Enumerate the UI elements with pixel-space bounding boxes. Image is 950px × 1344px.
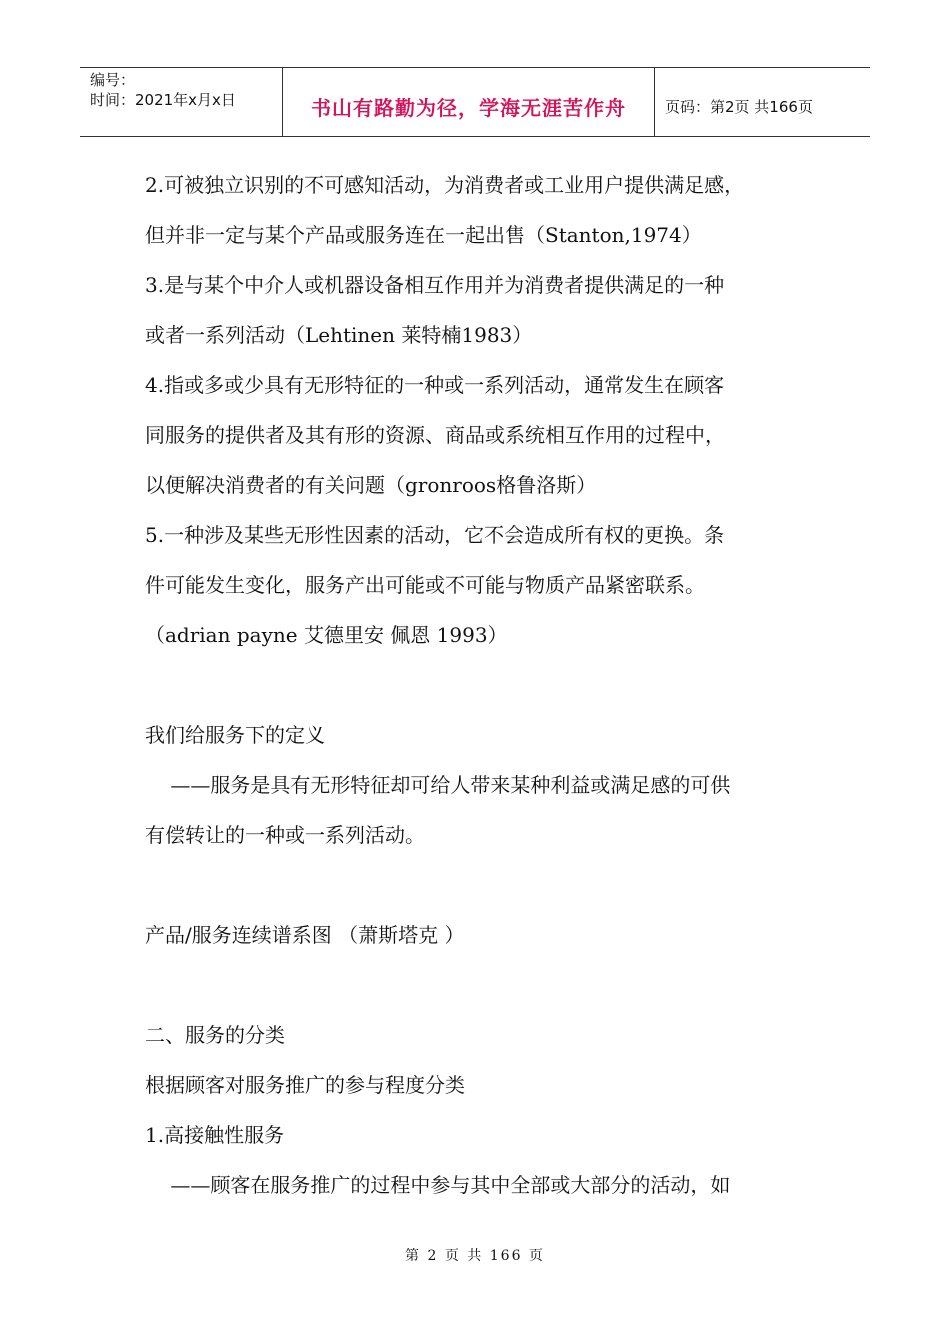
text-line: 3.是与某个中介人或机器设备相互作用并为消费者提供满足的一种 [145,273,725,297]
page-footer: 第 2 页 共 166 页 [405,1248,545,1264]
document-date: 时间：2021年x月x日 [90,91,236,109]
text-line: 或者一系列活动（Lehtinen 莱特楠1983） [145,323,533,347]
blank-line [145,960,825,1010]
text-line: 产品/服务连续谱系图 （萧斯塔克 ） [145,923,465,947]
text-line: 根据顾客对服务推广的参与程度分类 [145,1073,465,1097]
text-line: ——服务是具有无形特征却可给人带来某种利益或满足感的可供 [145,773,731,797]
text-line: 5.一种涉及某些无形性因素的活动，它不会造成所有权的更换。条 [145,523,725,547]
document-body [145,160,825,1210]
blank-line [145,660,825,710]
section-heading: 我们给服务下的定义 [145,723,325,747]
header-page-info: 页码：第2页 共166页 [665,97,813,116]
text-line: 以便解决消费者的有关问题（gronroos格鲁洛斯） [145,473,597,497]
text-line: 同服务的提供者及其有形的资源、商品或系统相互作用的过程中， [145,423,725,447]
text-line: 但并非一定与某个产品或服务连在一起出售（Stanton,1974） [145,223,702,247]
header-meta [80,68,283,136]
text-line: 有偿转让的一种或一系列活动。 [145,823,425,847]
blank-line [145,860,825,910]
section-heading: 二、服务的分类 [145,1023,285,1047]
page-header [80,67,870,137]
text-line: （adrian payne 艾德里安 佩恩 1993） [145,623,508,647]
text-line: 2.可被独立识别的不可感知活动，为消费者或工业用户提供满足感， [145,173,745,197]
header-motto-cell [283,68,655,136]
document-number-label: 编号： [90,71,136,89]
text-line: 件可能发生变化，服务产出可能或不可能与物质产品紧密联系。 [145,573,705,597]
text-line: ——顾客在服务推广的过程中参与其中全部或大部分的活动，如 [145,1173,731,1197]
text-line: 1.高接触性服务 [145,1123,285,1147]
text-line: 4.指或多或少具有无形特征的一种或一系列活动，通常发生在顾客 [145,373,725,397]
header-motto: 书山有路勤为径，学海无涯苦作舟 [311,95,626,120]
